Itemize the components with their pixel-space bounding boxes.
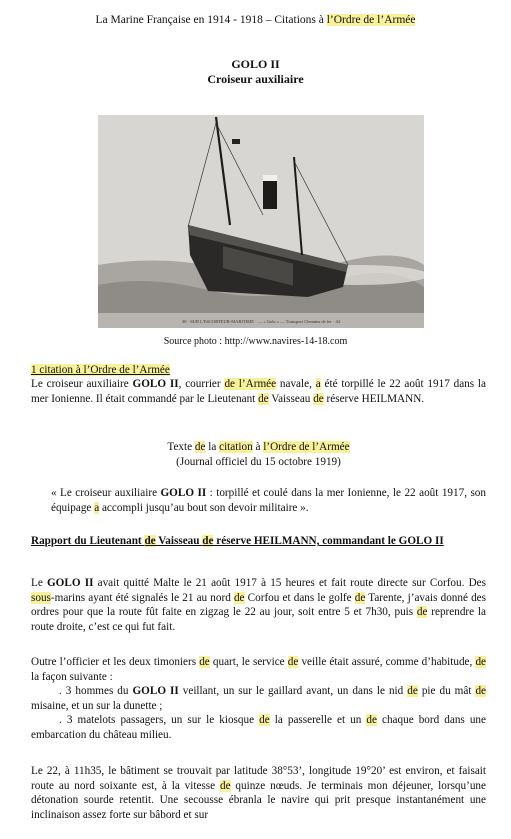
citation-quote: « Le croiseur auxiliaire GOLO II : torpillé et coulé dans la mer Ionienne, le 22 août 1917, son équipage a accompli jusqu’au bout son devoir militaire ». bbox=[51, 487, 486, 514]
ship-name: GOLO II bbox=[231, 57, 280, 71]
header-text: La Marine Française en 1914 - 1918 – Citations à bbox=[95, 14, 327, 26]
header-highlight: l’Ordre de l’Armée bbox=[326, 14, 416, 26]
citation-text-title: Texte de la citation à l’Ordre de l’Armée (Journal officiel du 15 octobre 1919) bbox=[31, 440, 486, 469]
photo-caption: 30 · SUR L'ESCORTEUR-MARITIME · — « Golo » — Transport Chemins de fer · 44 bbox=[182, 319, 340, 324]
photo-source: Source photo : http://www.navires-14-18.com bbox=[163, 336, 348, 347]
report-heading: Rapport du Lieutenant de Vaisseau de réserve HEILMANN, commandant le GOLO II bbox=[31, 535, 444, 547]
journal-reference: (Journal officiel du 15 octobre 1919) bbox=[176, 455, 341, 468]
watch-list-item-2: . 3 matelots passagers, un sur le kiosque de la passerelle et un de chaque bord dans une embarcation du château milieu. bbox=[31, 714, 486, 741]
ship-type: Croiseur auxiliaire bbox=[207, 72, 304, 86]
ship-photo bbox=[98, 115, 424, 328]
intro-paragraph: Le croiseur auxiliaire GOLO II, courrier de l’Armée navale, a été torpillé le 22 août 1917 dans la mer Ionienne. Il était commandé par le Lieutenant de Vaisseau de réserve HEILMANN. bbox=[31, 378, 487, 405]
report-paragraph-1: Le GOLO II avait quitté Malte le 21 août 1917 à 15 heures et fait route directe sur Corfou. Des sous-marins ayant été signalés le 21 au nord de Corfou et dans le golfe de Tarente, j’avais donné des ordres pour que la route fût faite en zigzag le 22 au jour, soit entre 5 et 7h30, puis de reprendre la route droite, c’est ce qui fut fait. bbox=[31, 577, 487, 633]
page-header bbox=[0, 14, 511, 26]
watch-list-item-1: . 3 hommes du GOLO II veillant, un sur le gaillard avant, un dans le nid de pie du mât de misaine, et un sur la dunette ; bbox=[31, 685, 487, 712]
citation-heading: 1 citation à l’Ordre de l’Armée bbox=[31, 364, 170, 376]
citation-heading-line bbox=[31, 363, 486, 378]
ship-title bbox=[0, 57, 511, 87]
report-paragraph-3: Le 22, à 11h35, le bâtiment se trouvait par latitude 38°53’, longitude 19°20’ est environ, et faisait route au nord soixante est, à la vitesse de quinze nœuds. Je terminais mon déjeuner, lorsqu’une détonation sourde retentit. Une secousse ébranla le navire qui prit presque instantanément une inclinaison assez forte sur bâbord et sur bbox=[31, 765, 486, 821]
report-paragraph-2: Outre l’officier et les deux timoniers de quart, le service de veille était assuré, comme d’habitude, de la façon suivante : bbox=[31, 656, 486, 683]
